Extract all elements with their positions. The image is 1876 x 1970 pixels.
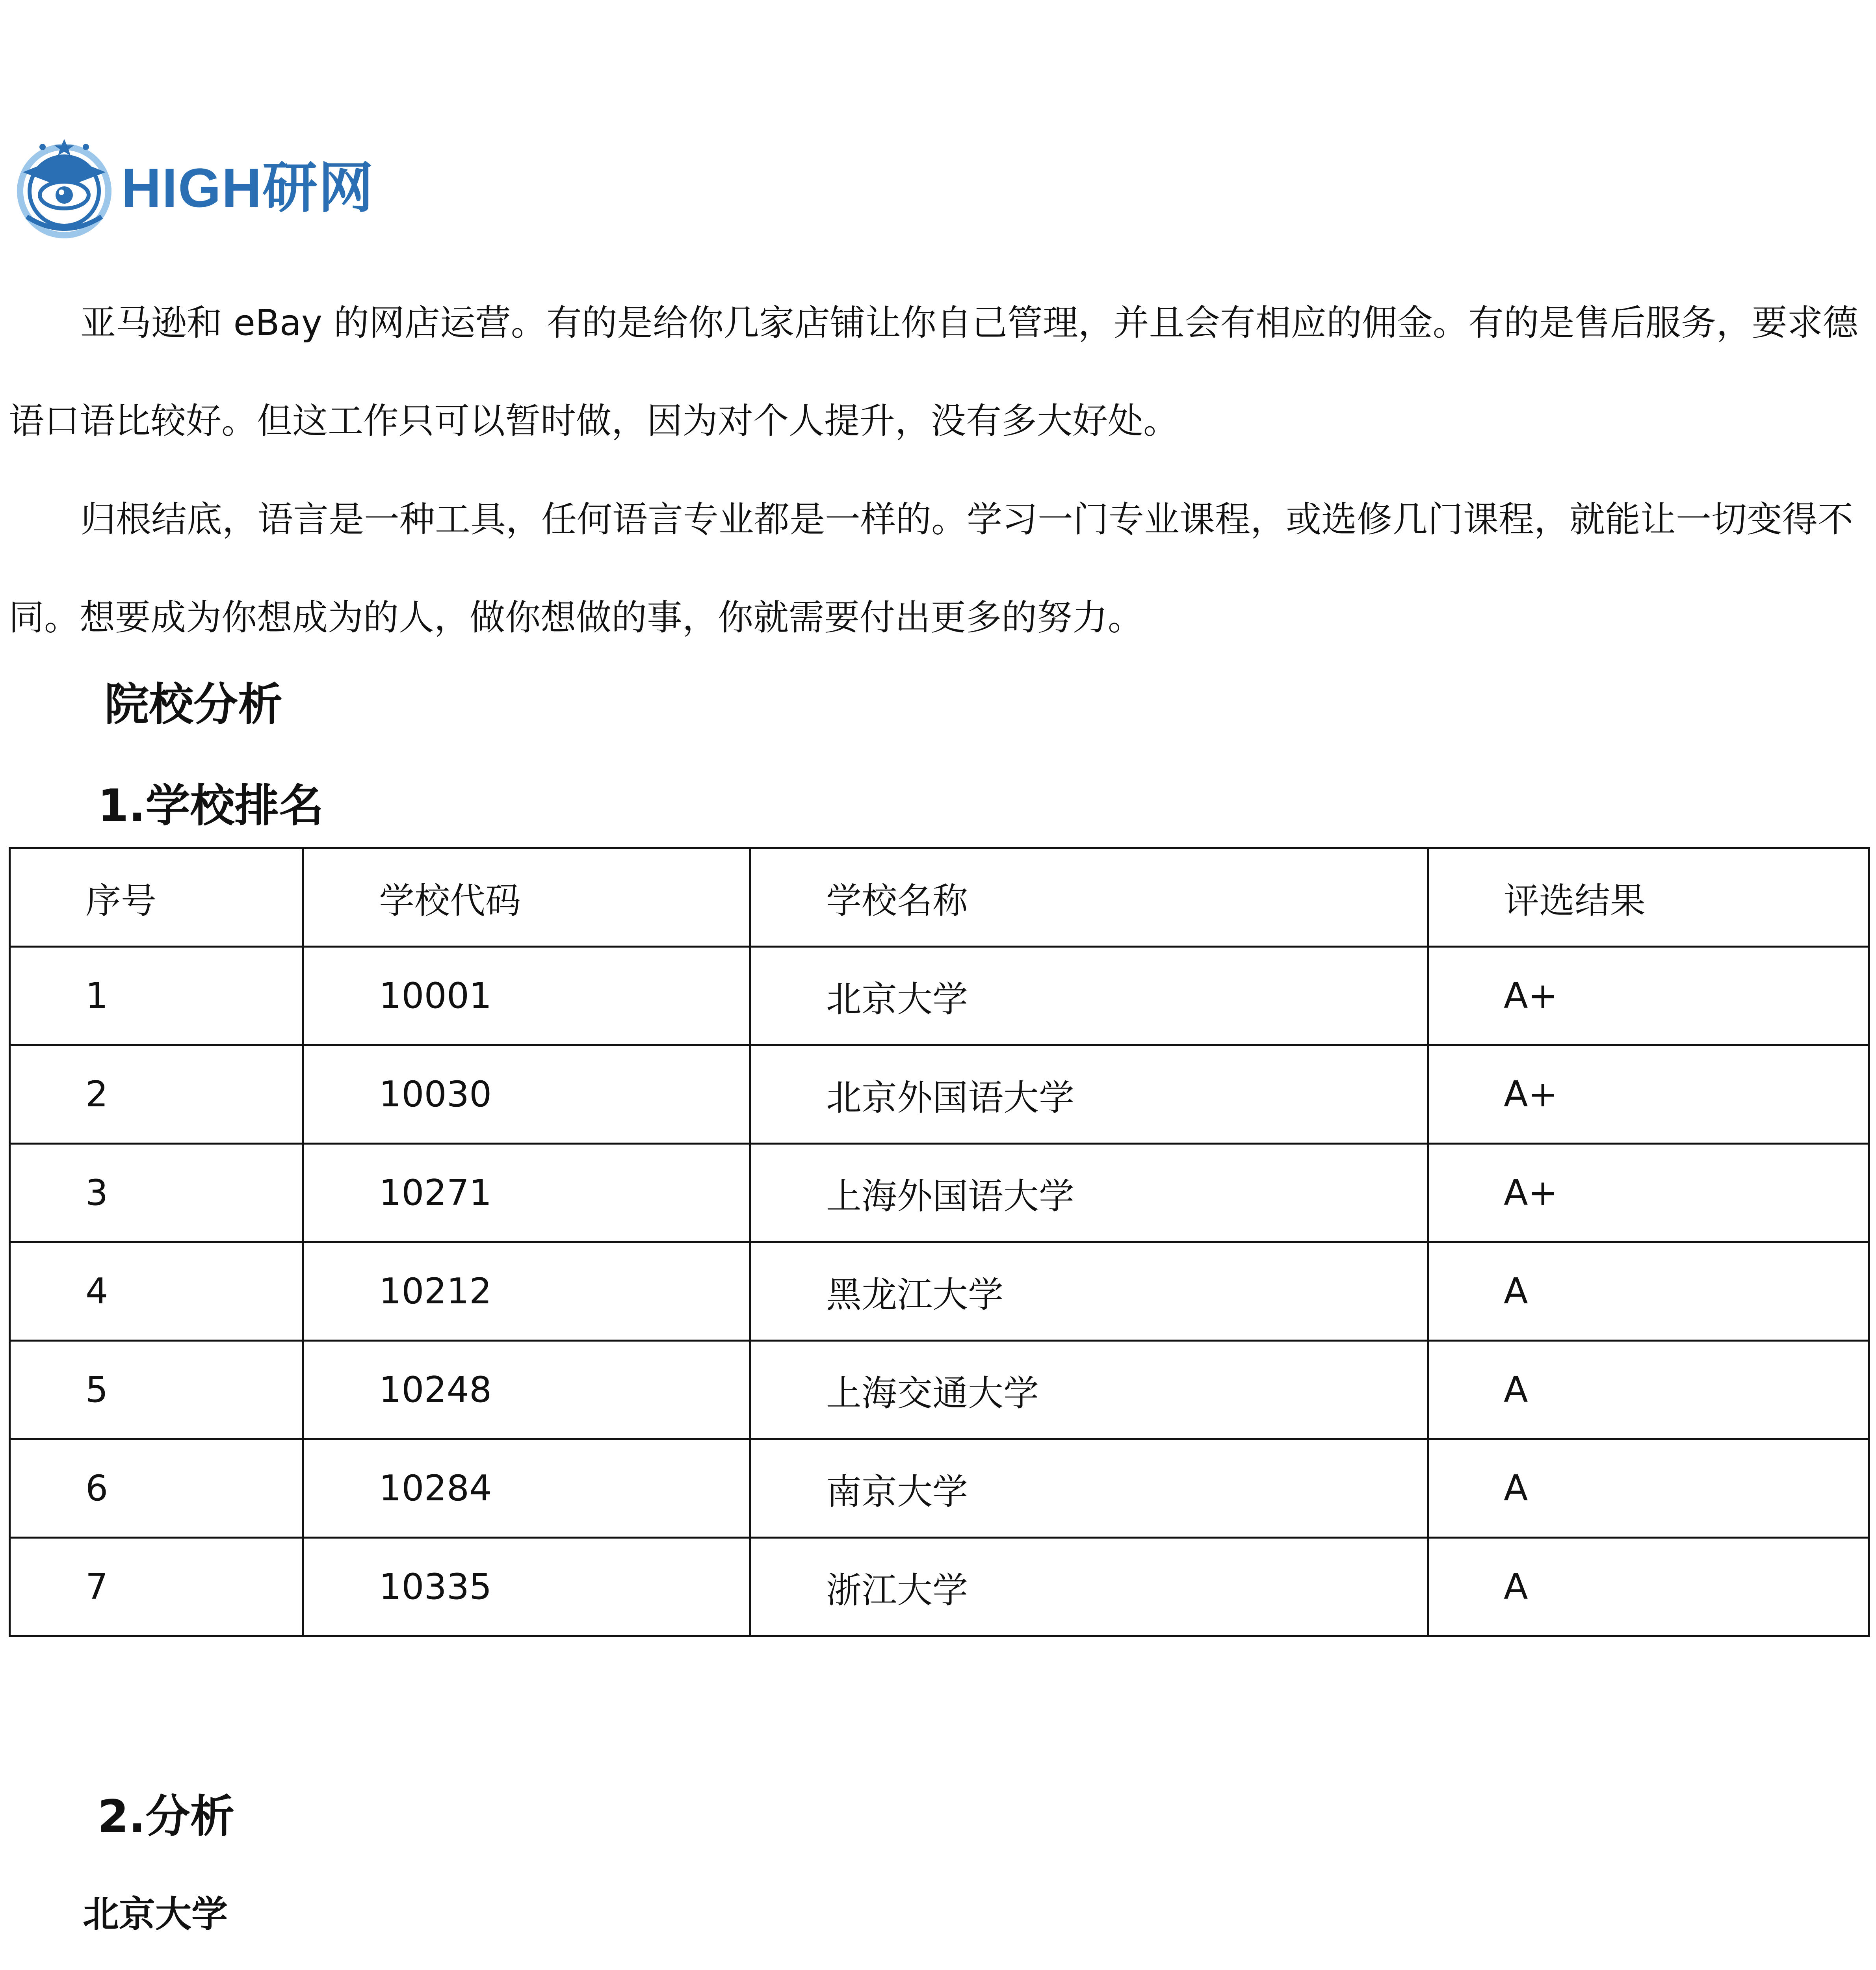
cell-index: 1 <box>10 947 303 1045</box>
cell-result: A <box>1428 1242 1869 1341</box>
cell-school-code: 10212 <box>303 1242 750 1341</box>
cell-school-code: 10248 <box>303 1341 750 1439</box>
cell-result: A <box>1428 1538 1869 1636</box>
cell-index: 4 <box>10 1242 303 1341</box>
table-row <box>10 1242 1869 1341</box>
header-index: 序号 <box>10 848 303 947</box>
header-result: 评选结果 <box>1428 848 1869 947</box>
cell-school-code: 10001 <box>303 947 750 1045</box>
logo-brand-text: HIGH研网 <box>121 157 375 219</box>
analysis-paragraph <box>9 1954 1860 1970</box>
table-row <box>10 1538 1869 1636</box>
site-logo <box>11 136 375 246</box>
cell-school-code: 10284 <box>303 1439 750 1538</box>
cell-school-name: 浙江大学 <box>750 1538 1428 1636</box>
header-school-code: 学校代码 <box>303 848 750 947</box>
cell-result: A <box>1428 1341 1869 1439</box>
cell-result: A+ <box>1428 1045 1869 1144</box>
cell-index: 7 <box>10 1538 303 1636</box>
cell-school-code: 10030 <box>303 1045 750 1144</box>
cell-index: 6 <box>10 1439 303 1538</box>
intro-paragraph-1: 亚马逊和 eBay 的网店运营。有的是给你几家店铺让你自己管理，并且会有相应的佣金。有的是售后服务，要求德语口语比较好。但这工作只可以暂时做，因为对个人提升，没有多大好处。 <box>9 302 1858 442</box>
table-row <box>10 947 1869 1045</box>
table-row <box>10 1341 1869 1439</box>
cell-index: 5 <box>10 1341 303 1439</box>
header-school-name: 学校名称 <box>750 848 1428 947</box>
cell-school-name: 上海交通大学 <box>750 1341 1428 1439</box>
school-analysis-title: 北京大学 <box>83 1893 228 1935</box>
school-ranking-table <box>9 847 1870 1637</box>
subsection-analysis-title: 2.分析 <box>98 1790 235 1842</box>
cell-school-name: 北京大学 <box>750 947 1428 1045</box>
table-header-row <box>10 848 1869 947</box>
graduation-cap-eye-emblem-icon <box>11 136 117 242</box>
subsection-ranking-title: 1.学校排名 <box>98 780 324 832</box>
intro-paragraph-2: 归根结底，语言是一种工具，任何语言专业都是一样的。学习一门专业课程，或选修几门课程，就能让一切变得不同。想要成为你想成为的人，做你想做的事，你就需要付出更多的努力。 <box>9 499 1853 638</box>
cell-result: A+ <box>1428 1144 1869 1242</box>
section-title: 院校分析 <box>104 678 282 730</box>
table-row <box>10 1045 1869 1144</box>
cell-school-code: 10335 <box>303 1538 750 1636</box>
cell-result: A <box>1428 1439 1869 1538</box>
table-row <box>10 1439 1869 1538</box>
cell-index: 2 <box>10 1045 303 1144</box>
table-row <box>10 1144 1869 1242</box>
cell-school-code: 10271 <box>303 1144 750 1242</box>
cell-school-name: 南京大学 <box>750 1439 1428 1538</box>
cell-school-name: 黑龙江大学 <box>750 1242 1428 1341</box>
cell-school-name: 北京外国语大学 <box>750 1045 1428 1144</box>
cell-index: 3 <box>10 1144 303 1242</box>
cell-result: A+ <box>1428 947 1869 1045</box>
cell-school-name: 上海外国语大学 <box>750 1144 1428 1242</box>
